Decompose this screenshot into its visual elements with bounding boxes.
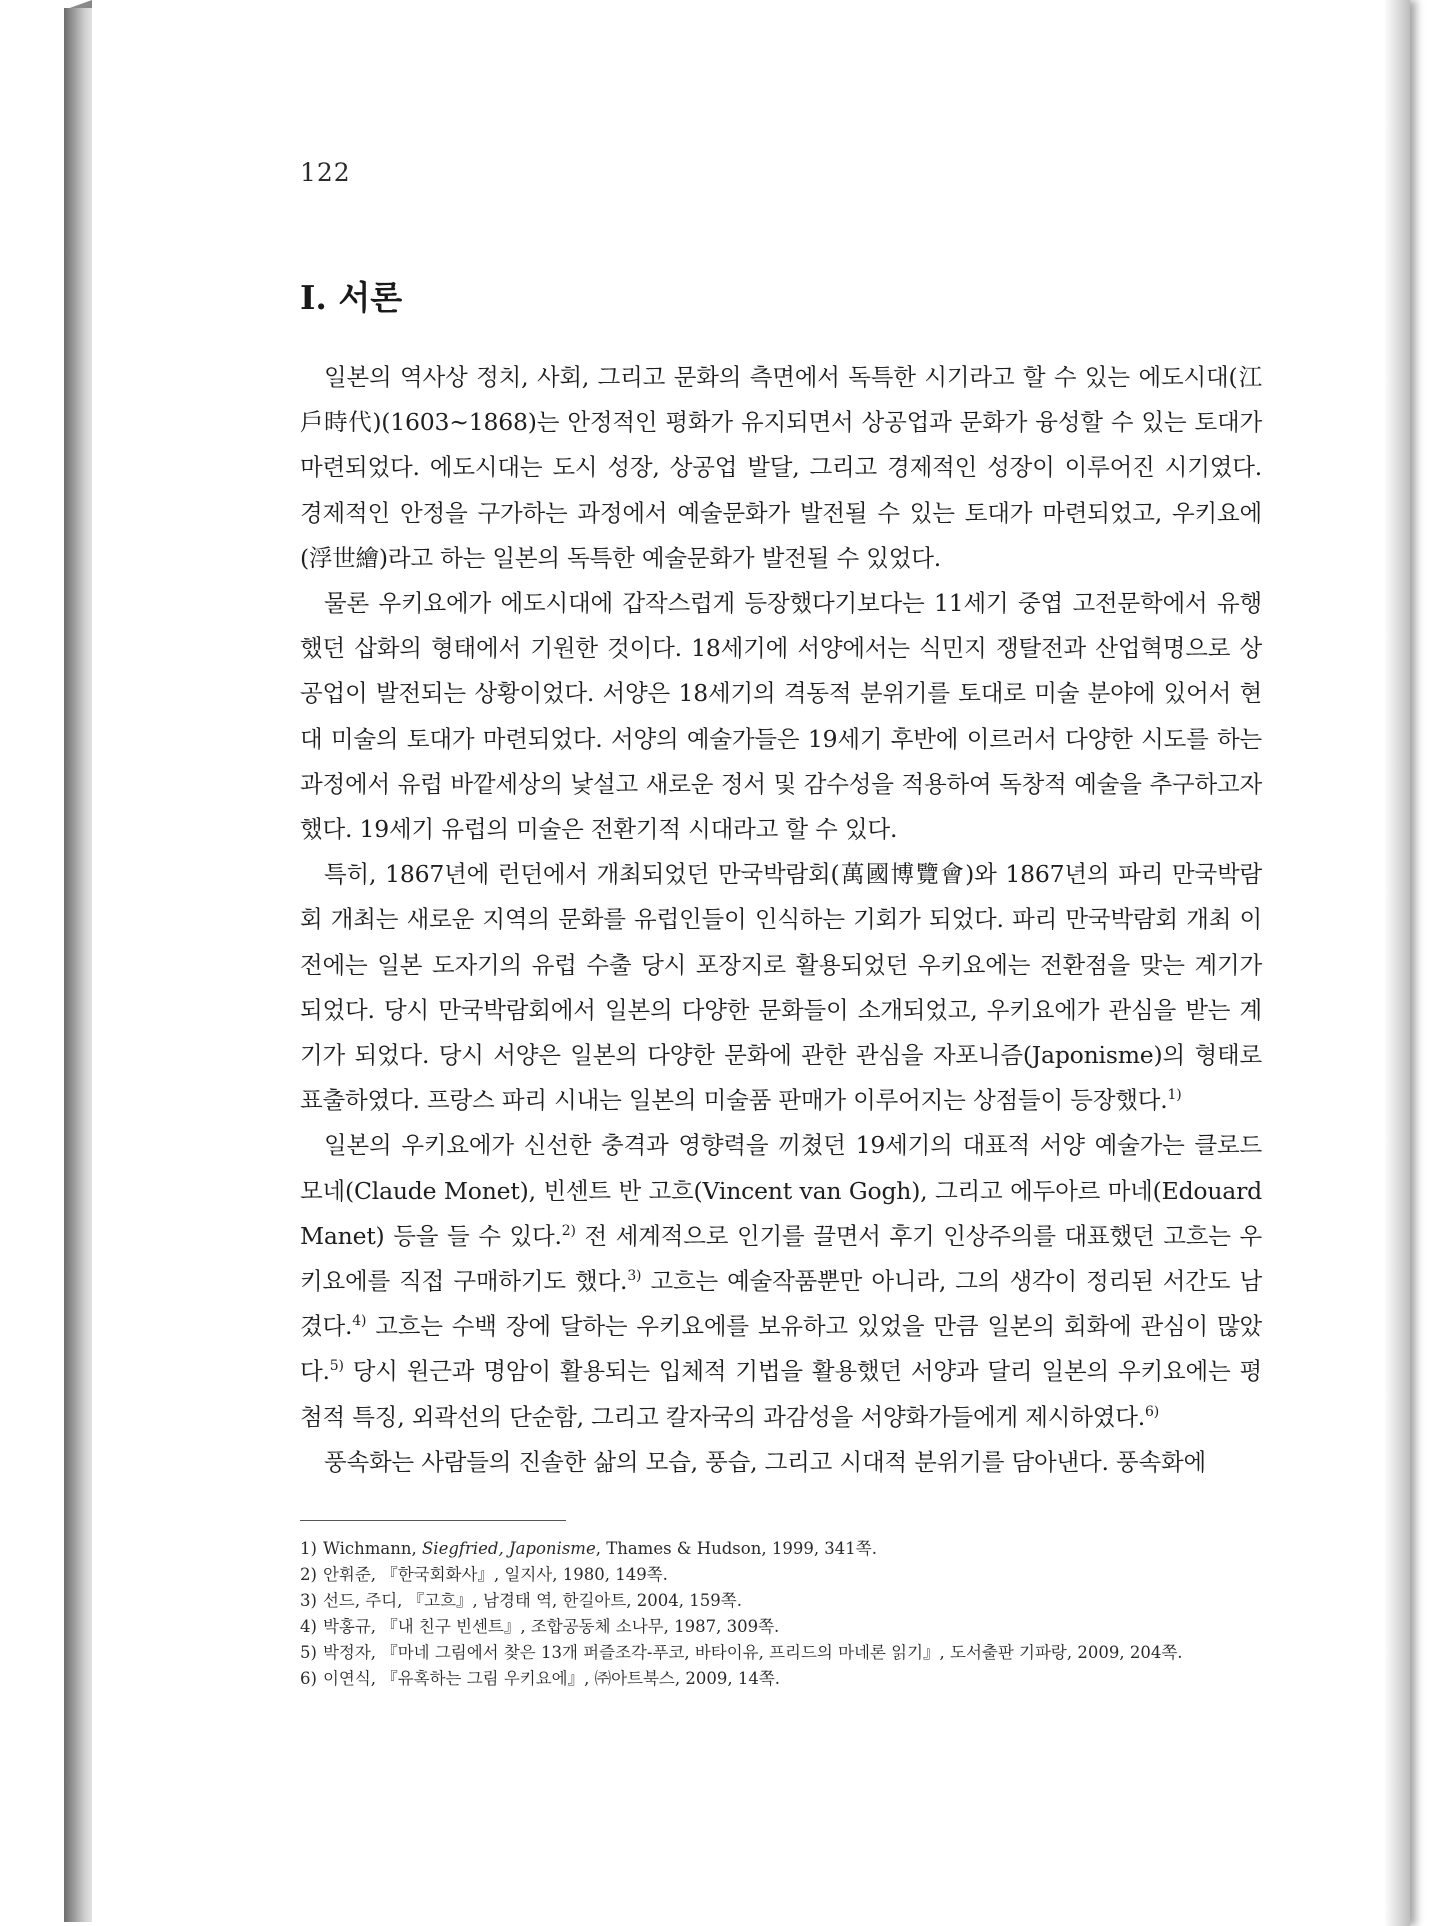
paragraph-text: 일본의 우키요에가 신선한 충격과 영향력을 끼쳤던 19세기의 대표적 서양 예술가는 클로드 모네(Claude Monet), 빈센트 반 고흐(Vincent van Gogh), 그리고 에두아르 마네(Edouard Manet) 등을 들 수 있다. [300,1131,1262,1250]
body-paragraph [300,581,1262,852]
body-paragraph [300,355,1262,581]
footnote-text [323,1640,1262,1666]
footnote-number: 1) [300,1539,317,1558]
footnote-reference[interactable]: 6) [1145,1403,1159,1420]
footnote-text-part: 박정자, 『마네 그림에서 찾은 13개 퍼즐조각-푸코, 바타이유, 프리드의 마네론 읽기』, 도서출판 기파랑, 2009, 204쪽. [322,1643,1183,1662]
footnote-text [323,1666,1262,1692]
footnote-item [300,1640,1262,1666]
footnote-reference[interactable]: 3) [627,1268,642,1285]
footnote-item [300,1614,1262,1640]
footnotes [300,1536,1262,1692]
footnote-reference[interactable]: 5) [329,1358,344,1375]
footnote-item [300,1588,1262,1614]
footnote-reference[interactable]: 1) [1167,1087,1182,1104]
footnote-title-italic: Siegfried, Japonisme [421,1539,596,1558]
paragraph-text: 물론 우키요에가 에도시대에 갑작스럽게 등장했다기보다는 11세기 중엽 고전문학에서 유행했던 삽화의 형태에서 기원한 것이다. 18세기에 서양에서는 식민지 쟁탈전과 산업혁명으로 상공업이 발전되는 상황이었다. 서양은 18세기의 격동적 분위기를 토대로 미술 분야에 있어서 현대 미술의 토대가 마련되었다. 서양의 예술가들은 19세기 후반에 이르러서 다양한 시도를 하는 과정에서 유럽 바깥세상의 낯설고 새로운 정서 및 감수성을 적용하여 독창적 예술을 추구하고자 했다. 19세기 유럽의 미술은 전환기적 시대라고 할 수 있다. [300,589,1262,844]
footnote-item [300,1536,1262,1562]
footnote-text-part: , Thames & Hudson, 1999, 341쪽. [595,1539,877,1558]
footnote-text-part: 이연식, 『유혹하는 그림 우키요에』, ㈜아트북스, 2009, 14쪽. [322,1669,781,1688]
page-number: 122 [300,158,351,187]
footnote-item [300,1666,1262,1692]
page-edge-shadow [1384,0,1410,1926]
paragraph-text: 특히, 1867년에 런던에서 개최되었던 만국박람회(萬國博覽會)와 1867년의 파리 만국박람회 개최는 새로운 지역의 문화를 유럽인들이 인식하는 기회가 되었다. 파리 만국박람회 개최 이전에는 일본 도자기의 유럽 수출 당시 포장지로 활용되었던 우키요에는 전환점을 맞는 계기가 되었다. 당시 만국박람회에서 일본의 다양한 문화들이 소개되었고, 우키요에가 관심을 받는 계기가 되었다. 당시 서양은 일본의 다양한 문화에 관한 관심을 자포니즘(Japonisme)의 형태로 표출하였다. 프랑스 파리 시내는 일본의 미술품 판매가 이루어지는 상점들이 등장했다. [300,860,1262,1115]
body-paragraph [300,1440,1262,1485]
body-text [300,355,1262,1485]
paragraph-text: 전 세계적으로 인기를 끌면서 후기 인상주의를 대표했던 고흐는 우키요에를 직접 구매하기도 했다. [300,1221,1262,1296]
book-spine-edge [64,8,92,1922]
footnote-text [323,1614,1262,1640]
footnote-item [300,1562,1262,1588]
footnote-text [323,1536,1262,1562]
paragraph-text: 당시 원근과 명암이 활용되는 입체적 기법을 활용했던 서양과 달리 일본의 우키요에는 평첨적 특징, 외곽선의 단순함, 그리고 칼자국의 과감성을 서양화가들에게 제시하였다. [300,1357,1262,1431]
body-paragraph [300,1123,1262,1439]
footnote-number: 5) [300,1643,317,1662]
footnote-reference[interactable]: 2) [561,1223,576,1240]
footnote-number: 2) [300,1565,317,1584]
footnote-text-part: 박홍규, 『내 친구 빈센트』, 조합공동체 소나무, 1987, 309쪽. [322,1617,780,1636]
paragraph-text: 풍속화는 사람들의 진솔한 삶의 모습, 풍습, 그리고 시대적 분위기를 담아낸다. 풍속화에 [324,1447,1207,1476]
section-title: Ⅰ. 서론 [300,278,403,317]
footnote-text [323,1562,1262,1588]
paragraph-text: 고흐는 예술작품뿐만 아니라, 그의 생각이 정리된 서간도 남겼다. [300,1267,1262,1341]
paragraph-text: 고흐는 수백 장에 달하는 우키요에를 보유하고 있었을 만큼 일본의 회화에 관심이 많았다. [300,1312,1262,1386]
footnote-text-part: Wichmann, [322,1539,422,1558]
footnote-divider [300,1520,566,1521]
footnote-number: 3) [300,1591,317,1610]
footnote-text [323,1588,1262,1614]
footnote-number: 4) [300,1617,317,1636]
footnote-number: 6) [300,1669,317,1688]
footnote-reference[interactable]: 4) [352,1313,367,1330]
footnote-text-part: 안휘준, 『한국회화사』, 일지사, 1980, 149쪽. [322,1565,668,1584]
paragraph-text: 일본의 역사상 정치, 사회, 그리고 문화의 측면에서 독특한 시기라고 할 수 있는 에도시대(江戶時代)(1603∼1868)는 안정적인 평화가 유지되면서 상공업과 문화가 융성할 수 있는 토대가 마련되었다. 에도시대는 도시 성장, 상공업 발달, 그리고 경제적인 성장이 이루어진 시기였다. 경제적인 안정을 구가하는 과정에서 예술문화가 발전될 수 있는 토대가 마련되었고, 우키요에(浮世繪)라고 하는 일본의 독특한 예술문화가 발전될 수 있었다. [300,363,1262,572]
body-paragraph [300,852,1262,1123]
footnote-text-part: 선드, 주디, 『고흐』, 남경태 역, 한길아트, 2004, 159쪽. [322,1591,742,1610]
